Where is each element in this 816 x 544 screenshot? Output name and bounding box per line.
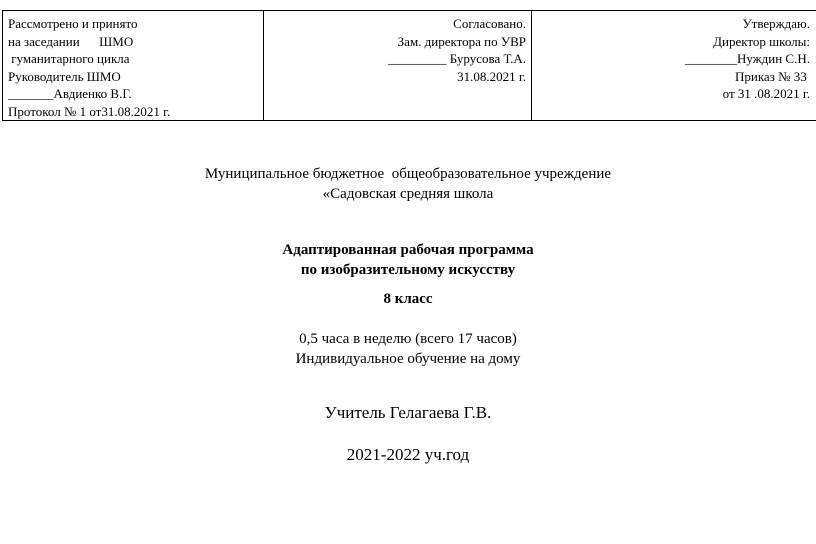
approval-approved-cell — [532, 11, 816, 121]
approved-line: Приказ № 33 — [734, 68, 810, 84]
agreed-line: 31.08.2021 г. — [457, 68, 526, 84]
reviewed-line: на заседании ШМО — [8, 33, 134, 49]
study-mode-line: Индивидуальное обучение на дому — [295, 351, 521, 367]
approval-reviewed-cell — [3, 11, 264, 121]
approval-table — [2, 10, 816, 121]
hours-line: 0,5 часа в неделю (всего 17 часов) — [299, 331, 517, 347]
agreed-line: _________ Бурусова Т.А. — [387, 51, 526, 66]
teacher-name — [0, 402, 816, 424]
approved-line: ________Нуждин С.Н. — [684, 51, 810, 66]
approved-line: от 31 .08.2021 г. — [722, 86, 810, 101]
hours-info — [0, 329, 816, 369]
reviewed-line: гуманитарного цикла — [8, 51, 130, 66]
agreed-line: Согласовано. — [453, 16, 526, 31]
program-title — [0, 240, 816, 280]
grade-text: 8 класс — [383, 291, 433, 307]
approved-line: Утверждаю. — [742, 16, 810, 31]
reviewed-line: _______Авдиенко В.Г. — [8, 86, 132, 101]
organization-line: Муниципальное бюджетное общеобразовательное учреждение — [204, 166, 612, 182]
reviewed-line: Руководитель ШМО — [8, 68, 121, 84]
reviewed-line: Протокол № 1 от31.08.2021 г. — [8, 103, 171, 119]
grade-label — [0, 289, 816, 309]
organization-name — [0, 164, 816, 204]
teacher-text: Учитель Гелагаева Г.В. — [324, 403, 492, 422]
program-title-line: по изобразительному искусству — [300, 262, 516, 278]
approved-line: Директор школы: — [713, 33, 810, 49]
academic-year — [0, 444, 816, 466]
year-text: 2021-2022 уч.год — [346, 445, 470, 464]
approval-agreed-cell — [264, 11, 532, 121]
program-title-line: Адаптированная рабочая программа — [282, 242, 534, 258]
organization-line: «Садовская средняя школа — [322, 186, 494, 202]
agreed-line: Зам. директора по УВР — [397, 33, 526, 49]
reviewed-line: Рассмотрено и принято — [8, 16, 138, 31]
